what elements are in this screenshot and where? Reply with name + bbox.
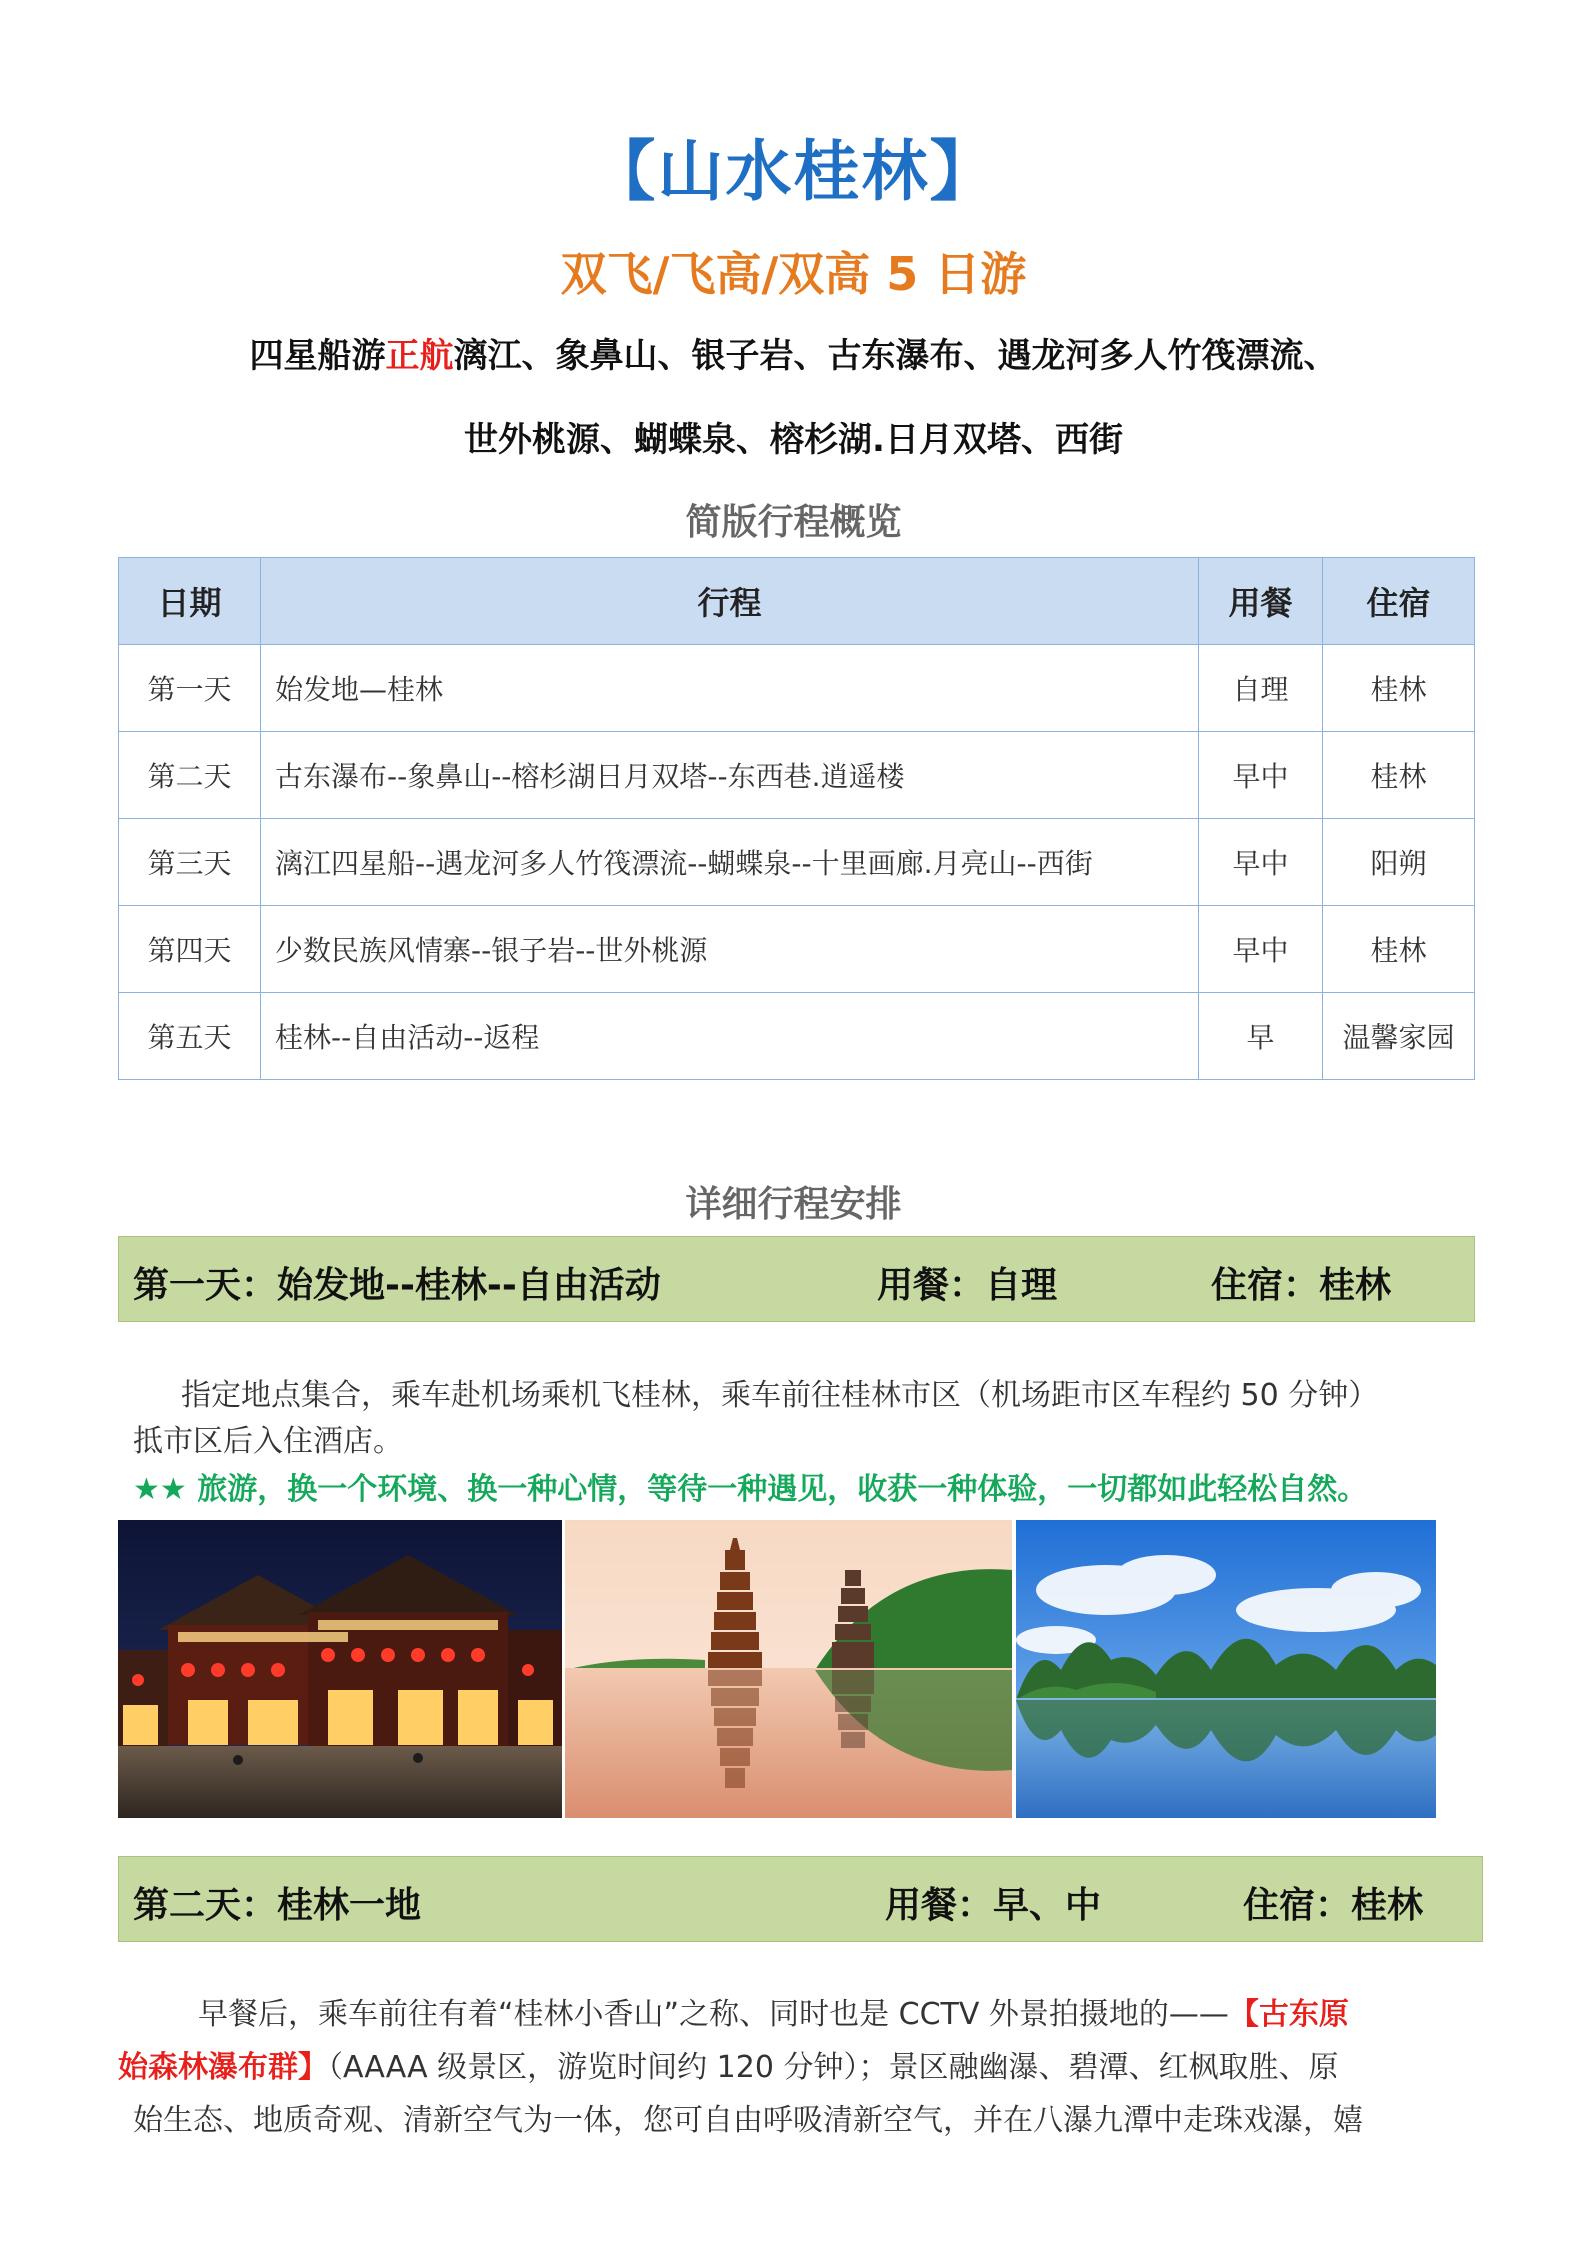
column-header: 住宿 (1323, 558, 1475, 645)
cell-day: 第三天 (119, 819, 261, 906)
day2-text-line-3: 始生态、地质奇观、清新空气为一体，您可自由呼吸清新空气，并在八瀑九潭中走珠戏瀑，嬉 (133, 2103, 1363, 2138)
day1-heading-bar (118, 1236, 1475, 1322)
cell-route: 始发地—桂林 (261, 645, 1199, 732)
day1-stay: 住宿：桂林 (1211, 1265, 1392, 1306)
cell-stay: 桂林 (1323, 645, 1475, 732)
cell-meal: 早中 (1199, 906, 1323, 993)
day1-slogan: ★★ 旅游，换一个环境、换一种心情，等待一种遇见，收获一种体验，一切都如此轻松自然。 (133, 1472, 1368, 1507)
summary-title: 简版行程概览 (685, 502, 902, 543)
day2-stay: 住宿：桂林 (1243, 1885, 1424, 1926)
detail-title: 详细行程安排 (685, 1184, 902, 1225)
highlights-line-1 (0, 328, 1587, 377)
page-title: 【山水桂林】 (589, 133, 998, 210)
day1-meal: 用餐：自理 (877, 1265, 1058, 1306)
column-header: 用餐 (1199, 558, 1323, 645)
cell-meal: 早中 (1199, 732, 1323, 819)
day2-text-line-2 (118, 2043, 1478, 2093)
cell-route: 漓江四星船--遇龙河多人竹筏漂流--蝴蝶泉--十里画廊.月亮山--西街 (261, 819, 1199, 906)
cell-stay: 桂林 (1323, 732, 1475, 819)
photo-karst-river (1016, 1520, 1436, 1818)
table-header-row (119, 558, 1475, 645)
highlights-pre: 四星船游 (249, 336, 386, 376)
day2-attraction-red: 【古东原 (1228, 1997, 1349, 2032)
table-row (119, 732, 1475, 819)
highlights-red: 正航 (385, 336, 454, 376)
highlights-post: 漓江、象鼻山、银子岩、古东瀑布、遇龙河多人竹筏漂流、 (453, 336, 1338, 376)
cell-route: 古东瀑布--象鼻山--榕杉湖日月双塔--东西巷.逍遥楼 (261, 732, 1199, 819)
page-subtitle: 双飞/飞高/双高 5 日游 (560, 247, 1027, 301)
column-header: 行程 (261, 558, 1199, 645)
day1-text-line-2: 抵市区后入住酒店。 (133, 1424, 403, 1459)
cell-stay: 温馨家园 (1323, 993, 1475, 1080)
photo-sun-moon-pagodas (565, 1520, 1012, 1818)
day2-text-pre: 早餐后，乘车前往有着“桂林小香山”之称、同时也是 CCTV 外景拍摄地的—— (198, 1997, 1229, 2032)
cell-day: 第四天 (119, 906, 261, 993)
day2-text-post: （AAAA 级景区，游览时间约 120 分钟）；景区融幽瀑、碧潭、红枫取胜、原 (328, 2050, 1339, 2085)
cell-day: 第一天 (119, 645, 261, 732)
cell-route: 桂林--自由活动--返程 (261, 993, 1199, 1080)
day2-meal: 用餐：早、中 (885, 1885, 1102, 1926)
day2-heading-bar (118, 1856, 1483, 1942)
cell-meal: 自理 (1199, 645, 1323, 732)
day1-text-line-1: 指定地点集合，乘车赴机场乘机飞桂林，乘车前往桂林市区（机场距市区车程约 50 分钟） (181, 1378, 1379, 1413)
cell-meal: 早中 (1199, 819, 1323, 906)
cell-stay: 阳朔 (1323, 819, 1475, 906)
day2-heading: 第二天：桂林一地 (133, 1885, 422, 1926)
column-header: 日期 (119, 558, 261, 645)
day1-heading: 第一天：始发地--桂林--自由活动 (133, 1265, 661, 1306)
cell-day: 第五天 (119, 993, 261, 1080)
cell-meal: 早 (1199, 993, 1323, 1080)
cell-stay: 桂林 (1323, 906, 1475, 993)
day2-attraction-red-2: 始森林瀑布群】 (118, 2050, 328, 2085)
table-row (119, 993, 1475, 1080)
summary-table (118, 557, 1475, 1080)
photo-night-street (118, 1520, 562, 1818)
table-row (119, 645, 1475, 732)
highlights-line-2: 世外桃源、蝴蝶泉、榕杉湖.日月双塔、西街 (464, 420, 1123, 460)
cell-day: 第二天 (119, 732, 261, 819)
table-row (119, 819, 1475, 906)
table-row (119, 906, 1475, 993)
cell-route: 少数民族风情寨--银子岩--世外桃源 (261, 906, 1199, 993)
day2-text-line-1 (118, 1990, 1478, 2040)
